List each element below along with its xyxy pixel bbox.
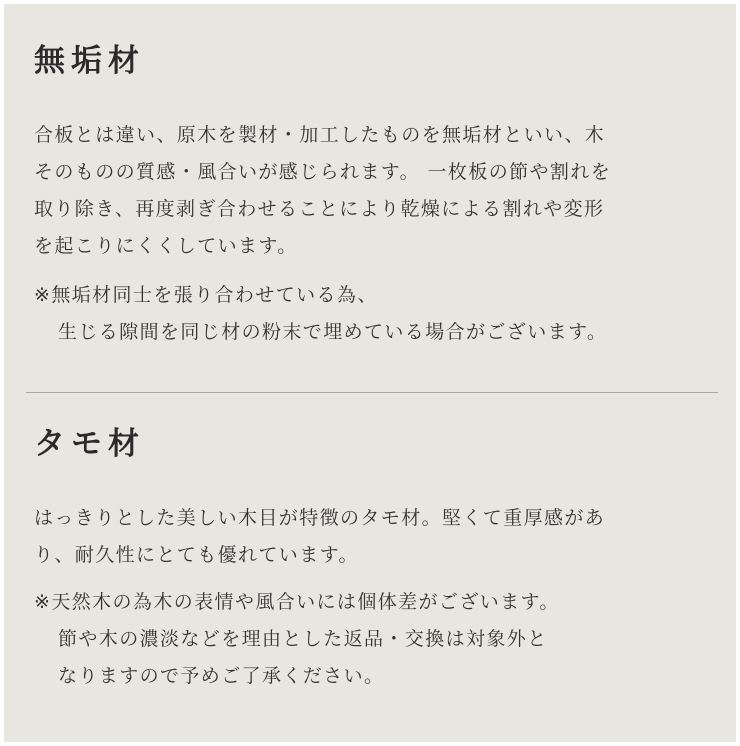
- tamo-note: [34, 584, 724, 695]
- muku-description-line: 取り除き、再度剥ぎ合わせることにより乾燥による割れや変形: [34, 198, 605, 220]
- muku-section: [34, 43, 724, 351]
- tamo-description-line: り、耐久性にとても優れています。: [34, 544, 359, 566]
- muku-note-line: ※無垢材同士を張り合わせている為、: [34, 284, 378, 306]
- muku-note-line: 生じる隙間を同じ材の粉末で埋めている場合がございます。: [58, 321, 608, 343]
- muku-note: [34, 277, 724, 351]
- muku-description-line: そのものの質感・風合いが感じられます。 一枚板の節や割れを: [34, 161, 612, 183]
- tamo-title: タモ材: [34, 426, 145, 462]
- section-divider: [26, 392, 718, 393]
- content-panel: [4, 4, 736, 742]
- tamo-description: [34, 500, 724, 574]
- tamo-note-line: ※天然木の為木の表情や風合いには個体差がございます。: [34, 591, 560, 613]
- tamo-section: [34, 426, 724, 695]
- muku-title: 無垢材: [34, 43, 145, 79]
- muku-description-line: を起こりにくくしています。: [34, 235, 298, 257]
- muku-description: [34, 117, 724, 265]
- tamo-note-line: 節や木の濃淡などを理由とした返品・交換は対象外と: [58, 628, 548, 650]
- tamo-note-line: なりますので予めご了承ください。: [58, 665, 385, 687]
- tamo-description-line: はっきりとした美しい木目が特徴のタモ材。堅くて重厚感があ: [34, 507, 606, 529]
- muku-description-line: 合板とは違い、原木を製材・加工したものを無垢材といい、木: [34, 124, 606, 146]
